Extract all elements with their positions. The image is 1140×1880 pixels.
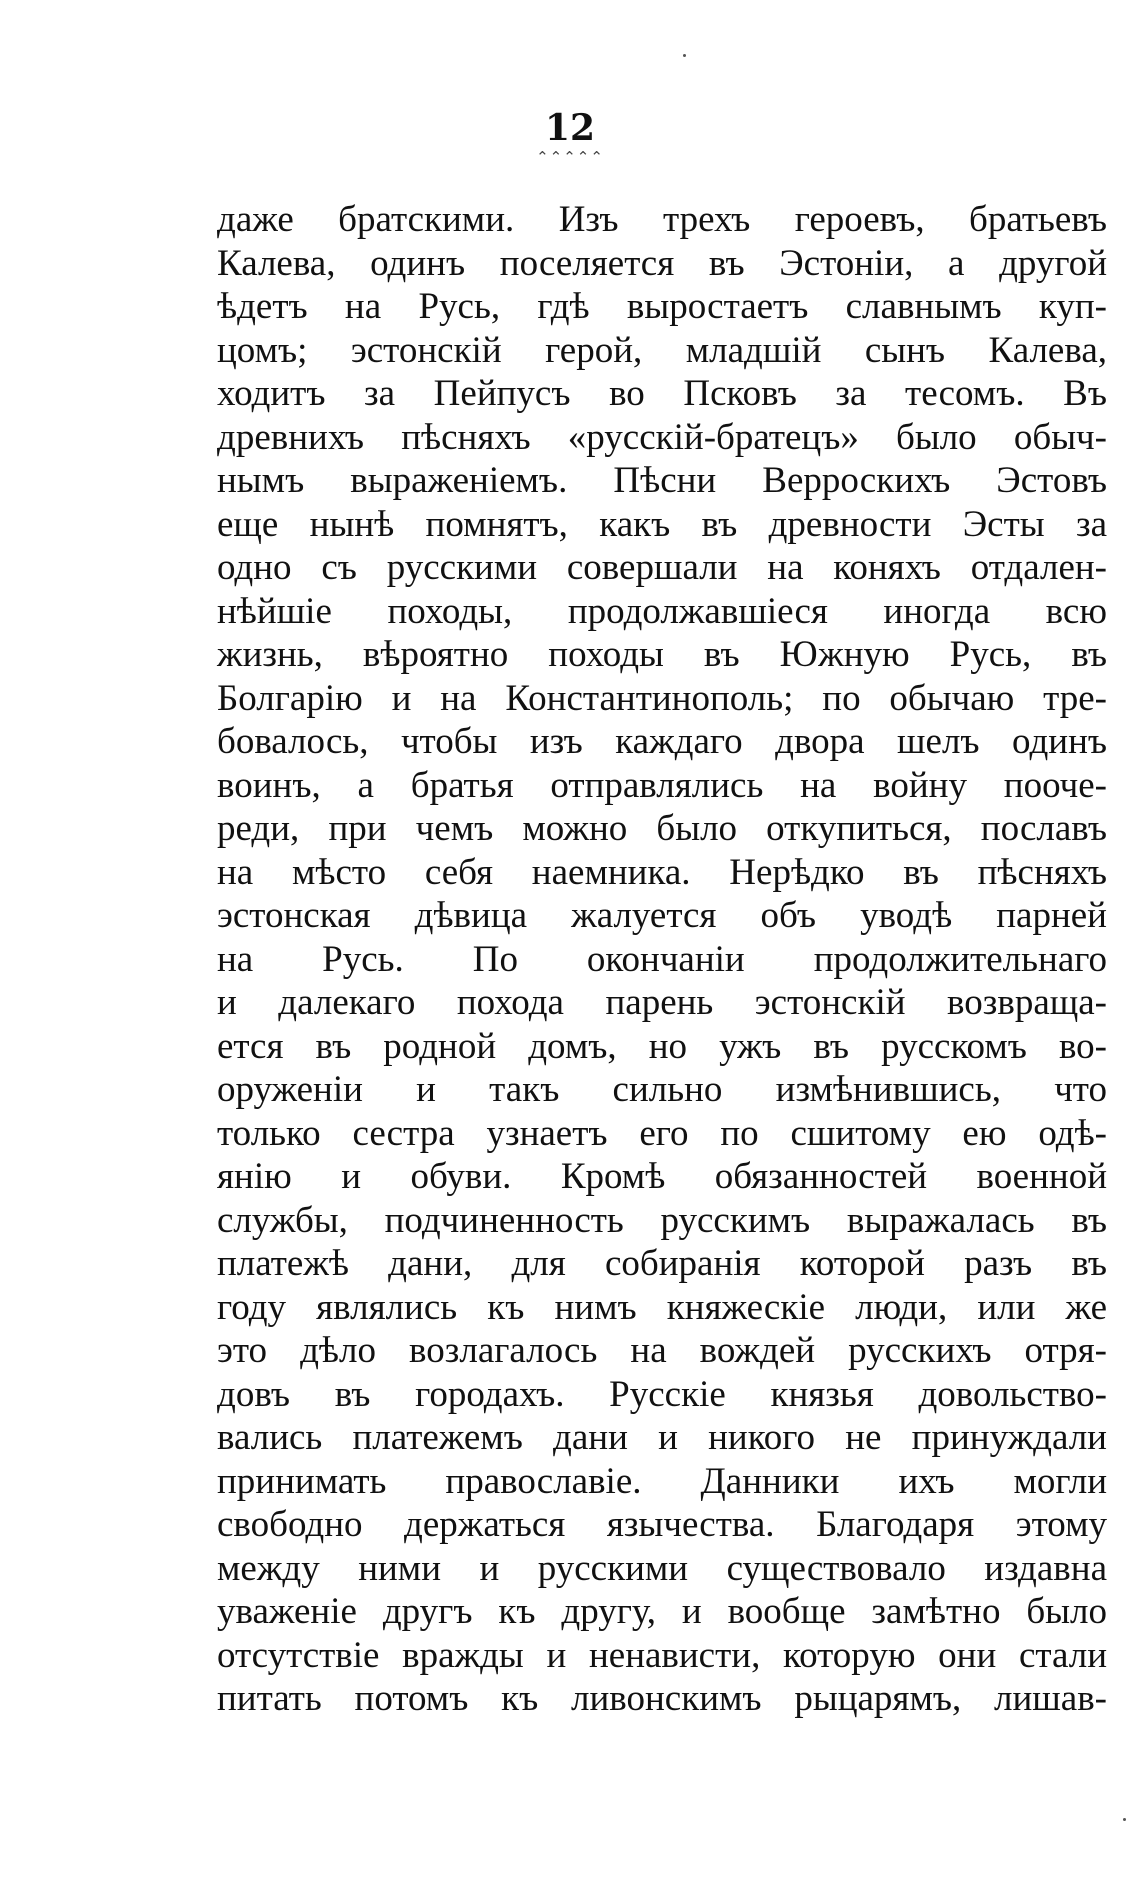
text-line: между ними и русскими существовало издавна: [217, 1547, 1107, 1589]
text-line: на мѣсто себя наемника. Нерѣдко въ пѣсняхъ: [217, 851, 1107, 893]
text-line: янію и обуви. Кромѣ обязанностей военной: [217, 1156, 1107, 1197]
text-line: принимать православіе. Данники ихъ могли: [217, 1460, 1107, 1502]
text-line: одно съ русскими совершали на коняхъ отдален-: [217, 547, 1107, 588]
text-line: ется въ родной домъ, но ужъ въ русскомъ во-: [217, 1025, 1107, 1067]
text-line: оруженіи и такъ сильно измѣнившись, что: [217, 1069, 1107, 1110]
text-line: вались платежемъ дани и никого не принуждали: [217, 1417, 1107, 1458]
text-line: питать потомъ къ ливонскимъ рыцарямъ, лишав-: [217, 1678, 1107, 1719]
text-line: отсутствіе вражды и ненависти, которую они стали: [217, 1634, 1107, 1676]
text-line: даже братскими. Изъ трехъ героевъ, братьевъ: [217, 199, 1107, 240]
text-line: цомъ; эстонскій герой, младшій сынъ Калева,: [217, 329, 1107, 371]
page-number: 12: [544, 107, 596, 149]
page-number-ornament: ⌃⌃⌃⌃⌃: [536, 148, 604, 166]
text-line: довъ въ городахъ. Русскіе князья довольство-: [217, 1373, 1107, 1415]
text-line: жизнь, вѣроятно походы въ Южную Русь, въ: [217, 634, 1107, 675]
text-line: еще нынѣ помнятъ, какъ въ древности Эсты за: [217, 503, 1107, 545]
text-line: и далекаго похода парень эстонскій возвраща-: [217, 982, 1107, 1023]
text-line: на Русь. По окончаніи продолжительнаго: [217, 938, 1107, 980]
scan-speck: [1123, 1818, 1126, 1821]
text-line: нѣйшіе походы, продолжавшіеся иногда всю: [217, 590, 1107, 632]
text-line: это дѣло возлагалось на вождей русскихъ отря-: [217, 1330, 1107, 1371]
text-line: бовалось, чтобы изъ каждаго двора шелъ одинъ: [217, 721, 1107, 762]
text-line: реди, при чемъ можно было откупиться, пославъ: [217, 808, 1107, 849]
text-line: уваженіе другъ къ другу, и вообще замѣтно было: [217, 1591, 1107, 1632]
text-line: платежѣ дани, для собиранія которой разъ въ: [217, 1243, 1107, 1284]
text-line: службы, подчиненность русскимъ выражалась въ: [217, 1199, 1107, 1241]
text-line: только сестра узнаетъ его по сшитому ею одѣ-: [217, 1112, 1107, 1154]
text-line: ходитъ за Пейпусъ во Псковъ за тесомъ. Въ: [217, 373, 1107, 414]
text-line: году являлись къ нимъ княжескіе люди, или же: [217, 1286, 1107, 1328]
text-line: древнихъ пѣсняхъ «русскій-братецъ» было обыч-: [217, 416, 1107, 458]
text-line: эстонская дѣвица жалуется объ уводѣ парней: [217, 895, 1107, 936]
body-text: [217, 198, 1107, 1721]
text-line: ѣдетъ на Русь, гдѣ выростаетъ славнымъ куп-: [217, 286, 1107, 327]
text-line: Калева, одинъ поселяется въ Эстоніи, а другой: [217, 242, 1107, 284]
scan-speck: [683, 54, 686, 57]
text-line: свободно держаться язычества. Благодаря этому: [217, 1504, 1107, 1545]
text-line: нымъ выраженіемъ. Пѣсни Верроскихъ Эстовъ: [217, 460, 1107, 501]
text-line: Болгарію и на Константинополь; по обычаю тре-: [217, 677, 1107, 719]
text-line: воинъ, а братья отправлялись на войну пооче-: [217, 764, 1107, 806]
